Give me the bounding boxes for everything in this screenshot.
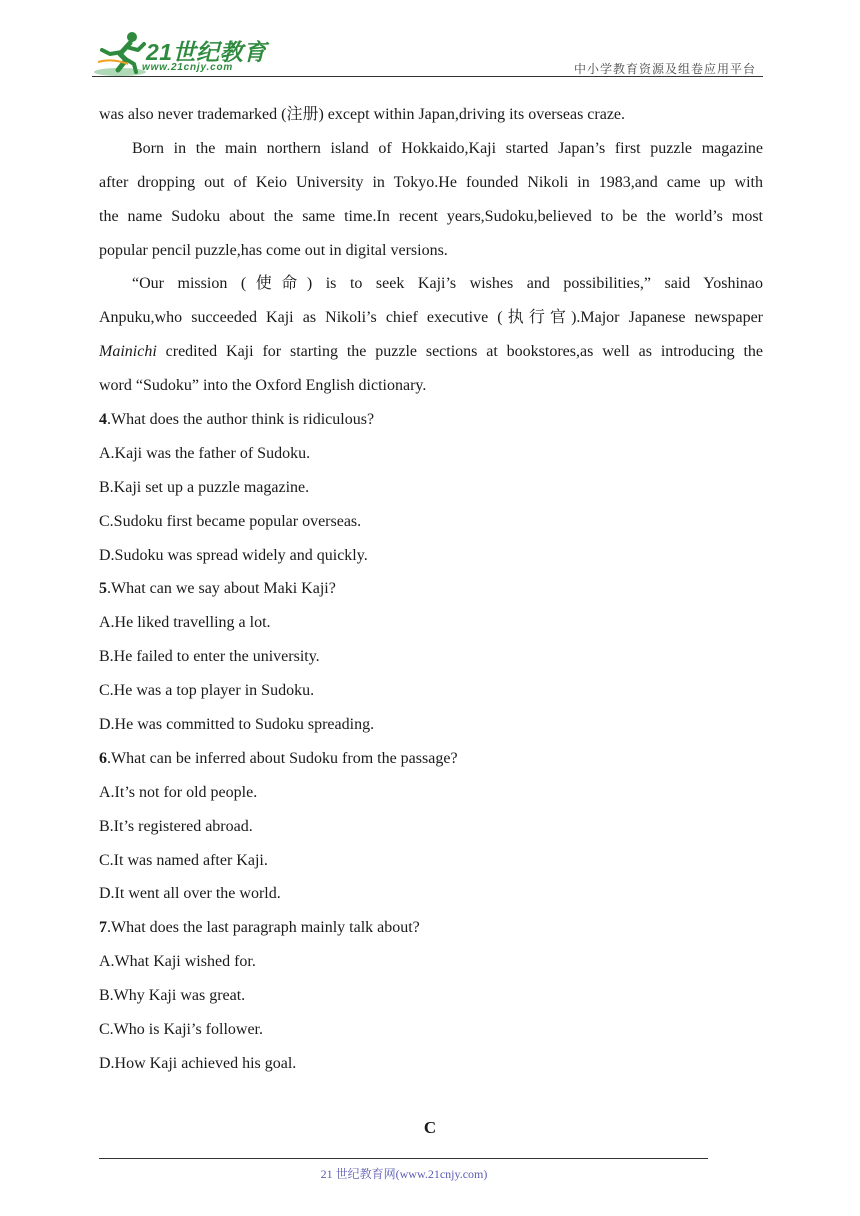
option-c: C.Who is Kaji’s follower.: [99, 1021, 263, 1039]
passage-line: the name Sudoku about the same time.In recent years,Sudoku,believed to be the world’s most: [99, 207, 763, 225]
newspaper-name: Mainichi: [99, 343, 157, 361]
option-c: C.Sudoku first became popular overseas.: [99, 512, 362, 530]
question-text: .What can we say about Maki Kaji?: [107, 580, 336, 598]
option-c: C.It was named after Kaji.: [99, 851, 268, 869]
option-d: D.It went all over the world.: [99, 885, 281, 903]
question-stem: [99, 572, 763, 606]
question-stem: [99, 403, 763, 437]
section-heading: C: [423, 1118, 437, 1137]
question-text: .What can be inferred about Sudoku from the passage?: [107, 749, 458, 767]
option-c: C.He was a top player in Sudoku.: [99, 682, 315, 700]
passage-line: Anpuku,who succeeded Kaji as Nikoli’s chief executive (执行官).Major Japanese newspaper: [99, 309, 763, 327]
question-number: 6: [99, 749, 107, 767]
option-b: B.Kaji set up a puzzle magazine.: [99, 478, 310, 496]
question-number: 4: [99, 411, 107, 429]
option-b: B.Why Kaji was great.: [99, 987, 246, 1005]
option-b: B.He failed to enter the university.: [99, 648, 320, 666]
option-d: D.He was committed to Sudoku spreading.: [99, 716, 375, 734]
passage-line: word “Sudoku” into the Oxford English dictionary.: [99, 377, 427, 395]
question-stem: [99, 742, 763, 776]
option-a: A.He liked travelling a lot.: [99, 614, 271, 632]
logo-text: 21世纪教育: [146, 39, 267, 65]
footer-source: 21 世纪教育网(www.21cnjy.com): [320, 1167, 488, 1181]
option-a: A.Kaji was the father of Sudoku.: [99, 444, 311, 462]
passage-line: popular pencil puzzle,has come out in digital versions.: [99, 241, 448, 259]
passage-line: “Our mission (使命) is to seek Kaji’s wishes and possibilities,” said Yoshinao: [132, 275, 763, 293]
passage-text: credited Kaji for starting the puzzle sections at bookstores,as well as introducing the: [156, 343, 763, 361]
option-a: A.What Kaji wished for.: [99, 953, 256, 971]
passage-line: [99, 335, 763, 369]
question-number: 7: [99, 919, 107, 937]
site-logo: [92, 30, 267, 78]
option-d: D.Sudoku was spread widely and quickly.: [99, 546, 368, 564]
header-divider: [92, 76, 763, 77]
passage-line: was also never trademarked (注册) except within Japan,driving its overseas craze.: [99, 106, 626, 123]
logo-url: www.21cnjy.com: [142, 62, 234, 73]
question-number: 5: [99, 580, 107, 598]
document-body: [99, 98, 763, 1081]
option-b: B.It’s registered abroad.: [99, 817, 253, 835]
option-d: D.How Kaji achieved his goal.: [99, 1054, 297, 1072]
passage-line: after dropping out of Keio University in Tokyo.He founded Nikoli in 1983,and came up with: [99, 173, 763, 191]
option-a: A.It’s not for old people.: [99, 783, 258, 801]
header-platform-title: 中小学教育资源及组卷应用平台: [573, 62, 756, 76]
question-stem: [99, 911, 763, 945]
question-text: .What does the author think is ridiculous?: [107, 411, 375, 429]
passage-line: Born in the main northern island of Hokkaido,Kaji started Japan’s first puzzle magazine: [132, 139, 763, 157]
footer-divider: [99, 1158, 708, 1159]
page-header: [0, 0, 860, 80]
question-text: .What does the last paragraph mainly talk about?: [107, 919, 420, 937]
